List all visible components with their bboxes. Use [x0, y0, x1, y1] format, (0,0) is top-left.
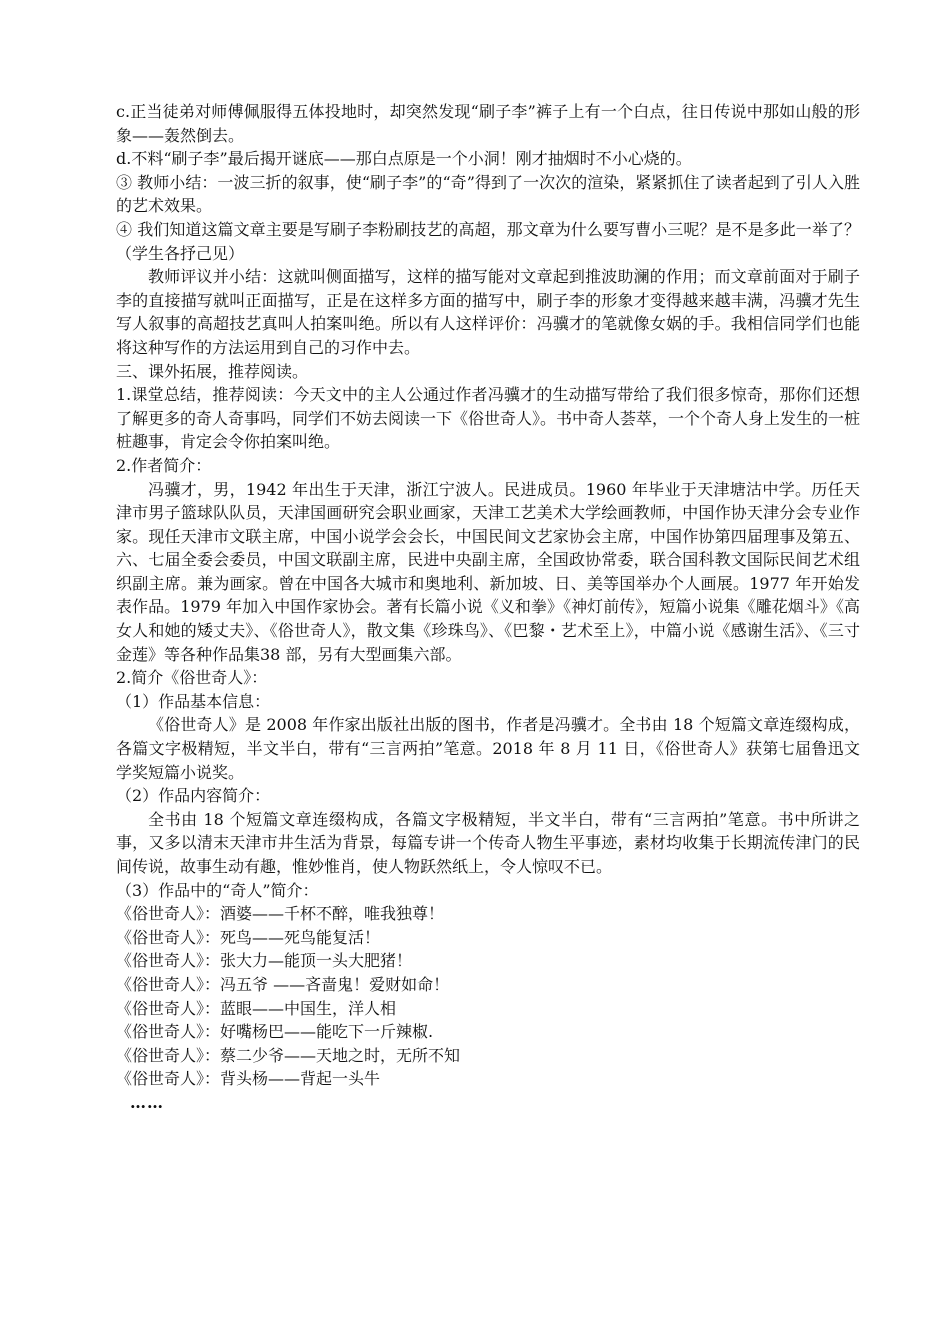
list-item: 《俗世奇人》：张大力—能顶一头大肥猪！ — [116, 951, 413, 971]
author-intro-heading: 2.作者简介： — [116, 455, 212, 475]
book-intro-heading: 2.简介《俗世奇人》： — [116, 668, 268, 688]
list-item: 《俗世奇人》：好嘴杨巴——能吃下一斤辣椒. — [116, 1022, 434, 1042]
teacher-summary: ③ 教师小结：一波三折的叙事，使“刷子李”的“奇”得到了一次次的渲染，紧紧抓住了读者起到了引人入胜的艺术效果。 — [116, 172, 860, 216]
book-content-heading: （2）作品内容简介： — [116, 786, 271, 806]
author-intro: 冯骥才，男，1942 年出生于天津，浙江宁波人。民进成员。1960 年毕业于天津塘沽中学。历任天津市男子篮球队队员，天津国画研究会职业画家，天津工艺美术大学绘画教师，中国作协天津分会专业作家。现任天津市文联主席，中国小说学会会长，中国民间文艺家协会主席，中国作协第四届理事及第五、六、七届全委会委员，中国文联副主席，民进中央副主席，全国政协常委，联合国科教文国际民间艺术组织副主席。兼为画家。曾在中国各大城市和奥地利、新加坡、日、美等国举办个人画展。1977 年开始发表作品。1979 年加入中国作家协会。著有长篇小说《义和拳》《神灯前传》，短篇小说集《雕花烟斗》《高女人和她的矮丈夫》、《俗世奇人》，散文集《珍珠鸟》、《巴黎・艺术至上》，中篇小说《感谢生活》、《三寸金莲》等各种作品集38 部，另有大型画集六部。 — [116, 479, 860, 664]
list-item: 《俗世奇人》：死鸟——死鸟能复活！ — [116, 927, 381, 947]
paragraph-d: d.不料“刷子李”最后揭开谜底——那白点原是一个小洞！刚才抽烟时不小心烧的。 — [116, 149, 692, 169]
teacher-comment: 教师评议并小结：这就叫侧面描写，这样的描写能对文章起到推波助澜的作用；而文章前面对于刷子李的直接描写就叫正面描写，正是在这样多方面的描写中，刷子李的形象才变得越来越丰满，冯骥才先生写人叙事的高超技艺真叫人拍案叫绝。所以有人这样评价：冯骥才的笔就像女娲的手。我相信同学们也能将这种写作的方法运用到自己的习作中去。 — [116, 267, 860, 357]
list-item: 《俗世奇人》：冯五爷 ——吝啬鬼！爱财如命！ — [116, 974, 450, 994]
book-content: 全书由 18 个短篇文章连缀构成，各篇文字极精短，半文半白，带有“三言两拍”笔意。书中所讲之事，又多以清末天津市井生活为背景，每篇专讲一个传奇人物生平事迹，素材均收集于长期流传津门的民间传说，故事生动有趣，惟妙惟肖，使人物跃然纸上，令人惊叹不已。 — [116, 809, 860, 876]
ellipsis: …… — [130, 1092, 164, 1112]
paragraph-c: c.正当徒弟对师傅佩服得五体投地时，却突然发现“刷子李”裤子上有一个白点，往日传说中那如山般的形象——轰然倒去。 — [116, 102, 860, 145]
class-summary: 1.课堂总结，推荐阅读：今天文中的主人公通过作者冯骥才的生动描写带给了我们很多惊奇，那你们还想了解更多的奇人奇事吗，同学们不妨去阅读一下《俗世奇人》。书中奇人荟萃，一个个奇人身上发生的一桩桩趣事，肯定会令你拍案叫绝。 — [116, 385, 861, 452]
book-basic-info-heading: （1）作品基本信息： — [116, 691, 271, 711]
list-item: 《俗世奇人》：背头杨——背起一头牛 — [116, 1069, 381, 1089]
list-item: 《俗世奇人》：蓝眼——中国生，洋人相 — [116, 998, 397, 1018]
question-4: ④ 我们知道这篇文章主要是写刷子李粉刷技艺的高超，那文章为什么要写曹小三呢？是不是多此一举了？（学生各抒己见） — [116, 219, 860, 263]
character-list — [116, 902, 860, 1091]
list-item: 《俗世奇人》：酒婆——千杯不醉，唯我独尊！ — [116, 904, 445, 924]
book-basic-info: 《俗世奇人》是 2008 年作家出版社出版的图书，作者是冯骥才。全书由 18 个短篇文章连缀构成，各篇文字极精短，半文半白，带有“三言两拍”笔意。2018 年 8 月 11 日，《俗世奇人》获第七届鲁迅文学奖短篇小说奖。 — [116, 715, 860, 782]
document-body — [116, 100, 860, 1115]
characters-heading: （3）作品中的“奇人”简介： — [116, 880, 319, 900]
section-heading-3: 三、课外拓展，推荐阅读。 — [116, 361, 309, 381]
list-item: 《俗世奇人》：蔡二少爷——天地之时，无所不知 — [116, 1045, 461, 1065]
